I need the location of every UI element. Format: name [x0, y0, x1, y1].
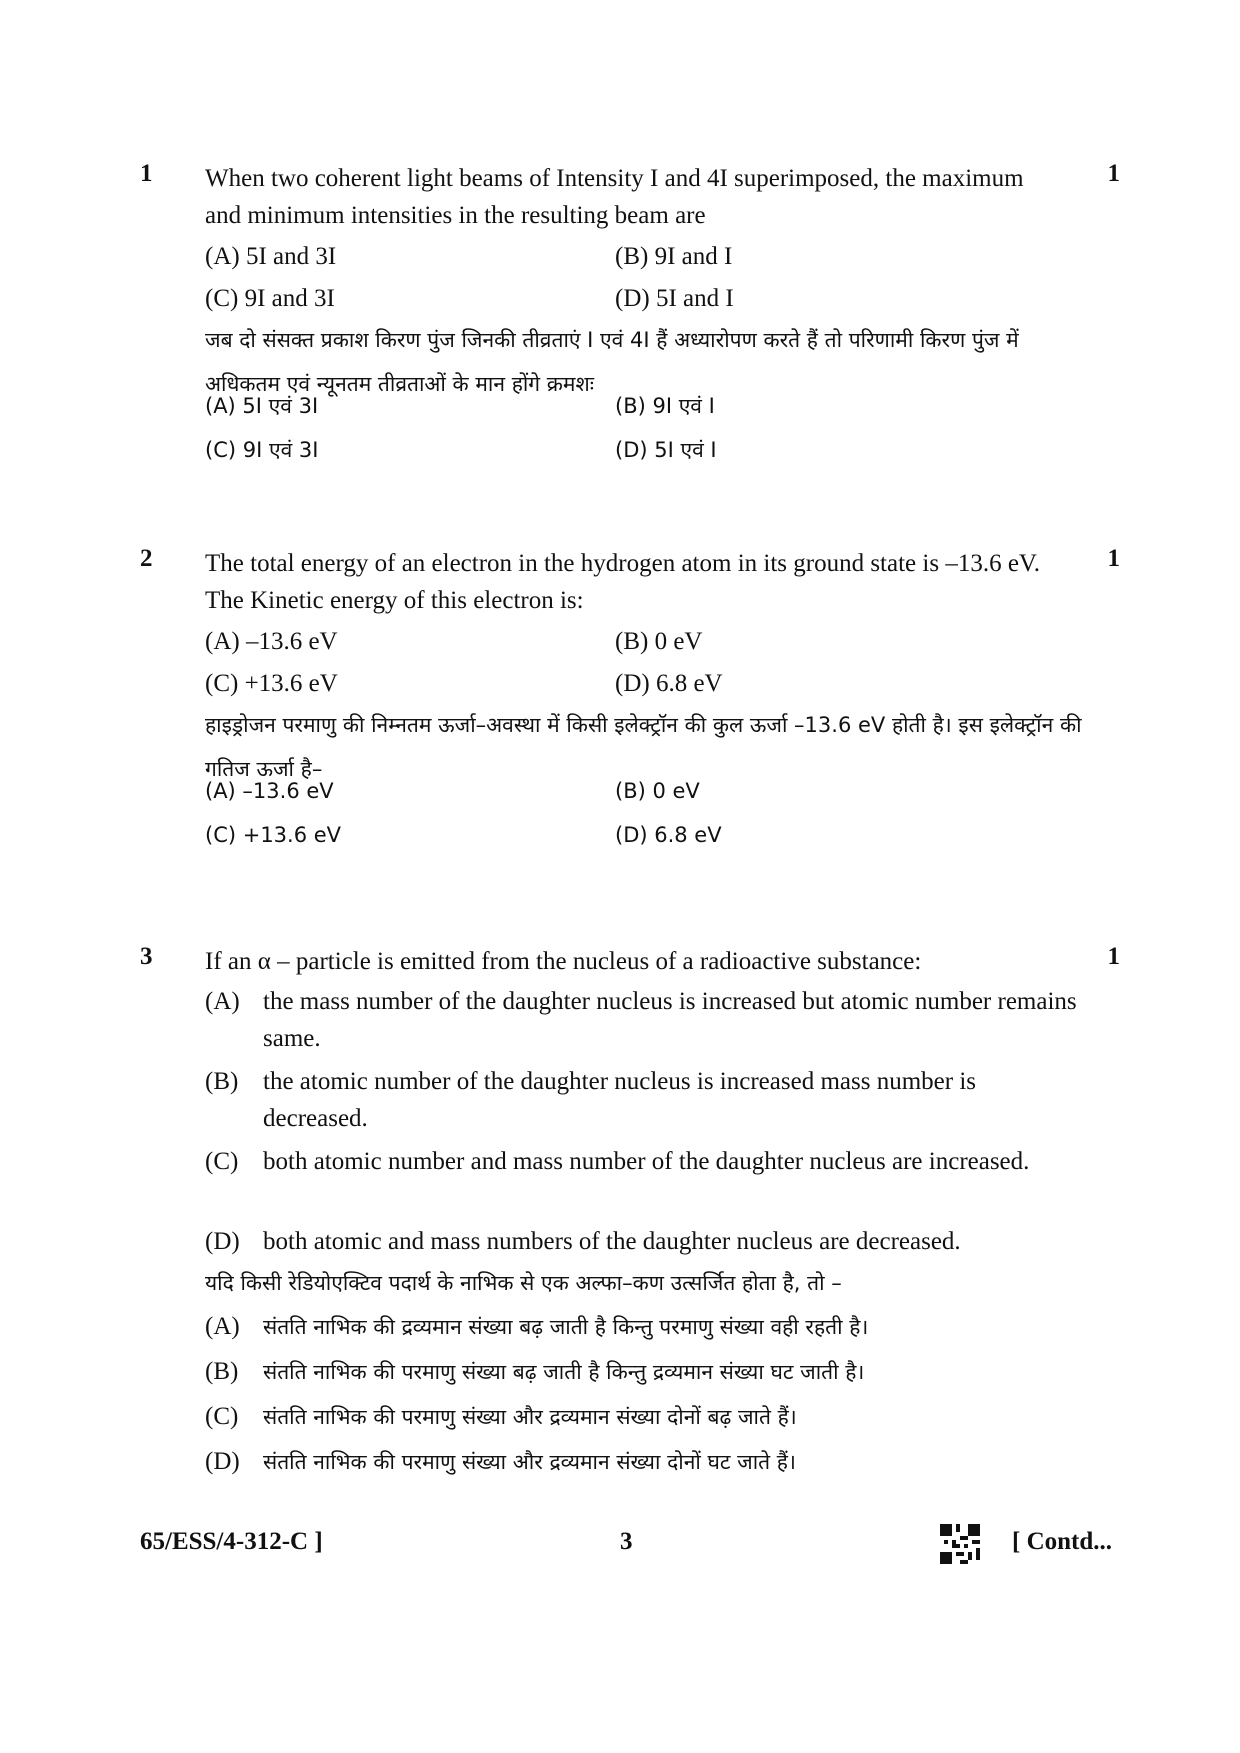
question-text-en: The total energy of an electron in the hydrogen atom in its ground state is –13.6 eV. The Kinetic energy of this electron is:	[205, 550, 1040, 614]
option-c-hi	[205, 1397, 1085, 1437]
option-b-hi: (B) 0 eV	[615, 779, 700, 803]
option-label: (A)	[205, 1313, 240, 1340]
option-label: (D)	[205, 1228, 240, 1255]
option-label: (C)	[205, 1403, 239, 1430]
option-d-en	[205, 1223, 1085, 1260]
option-label: (B)	[205, 1068, 239, 1095]
question-3	[140, 943, 1120, 1498]
option-text: both atomic and mass numbers of the daughter nucleus are decreased.	[263, 1228, 961, 1255]
question-text-en: If an α – particle is emitted from the nucleus of a radioactive substance:	[205, 948, 922, 975]
option-a-hi	[205, 1307, 1085, 1347]
question-text-en: When two coherent light beams of Intensity I and 4I superimposed, the maximum and minimum intensities in the resulting beam are	[205, 165, 1024, 229]
option-d-en: (D) 5I and I	[615, 285, 734, 312]
option-b-hi: (B) 9I एवं I	[615, 394, 715, 418]
option-label: (C)	[205, 1148, 239, 1175]
qr-code-icon	[940, 1524, 980, 1564]
option-c-en: (C) 9I and 3I	[205, 285, 335, 312]
paper-code: 65/ESS/4-312-C ]	[140, 1528, 323, 1555]
question-marks: 1	[1107, 943, 1120, 970]
question-text-hi: हाइड्रोजन परमाणु की निम्नतम ऊर्जा–अवस्था में किसी इलेक्ट्रॉन की कुल ऊर्जा –13.6 eV होती है। इस इलेक्ट्रॉन की गतिज ऊर्जा है–	[205, 713, 1082, 781]
continued-label: [ Contd...	[1012, 1528, 1113, 1555]
option-d-hi	[205, 1442, 1085, 1482]
question-number: 3	[140, 943, 153, 970]
option-d-en: (D) 6.8 eV	[615, 670, 723, 697]
option-b-hi	[205, 1352, 1085, 1392]
option-c-en	[205, 1143, 1085, 1180]
option-b-en: (B) 9I and I	[615, 243, 733, 270]
option-b-en	[205, 1063, 1085, 1137]
page-number: 3	[620, 1528, 633, 1555]
option-a-hi: (A) –13.6 eV	[205, 779, 334, 803]
option-text: both atomic number and mass number of the daughter nucleus are increased.	[263, 1148, 1030, 1175]
option-a-en: (A) 5I and 3I	[205, 243, 337, 270]
option-text: संतति नाभिक की परमाणु संख्या और द्रव्यमान संख्या दोनों घट जाते हैं।	[263, 1450, 796, 1474]
option-label: (A)	[205, 988, 240, 1015]
option-text: the mass number of the daughter nucleus is increased but atomic number remains same.	[263, 988, 1077, 1052]
option-text: संतति नाभिक की द्रव्यमान संख्या बढ़ जाती है किन्तु परमाणु संख्या वही रहती है।	[263, 1315, 869, 1339]
question-number: 1	[140, 160, 153, 187]
option-a-en: (A) –13.6 eV	[205, 628, 338, 655]
option-b-en: (B) 0 eV	[615, 628, 703, 655]
option-c-en: (C) +13.6 eV	[205, 670, 338, 697]
option-label: (D)	[205, 1448, 240, 1475]
question-number: 2	[140, 545, 153, 572]
option-label: (B)	[205, 1358, 239, 1385]
question-text-hi: यदि किसी रेडियोएक्टिव पदार्थ के नाभिक से एक अल्फा–कण उत्सर्जित होता है, तो –	[205, 1271, 842, 1295]
option-text: संतति नाभिक की परमाणु संख्या बढ़ जाती है किन्तु द्रव्यमान संख्या घट जाती है।	[263, 1360, 865, 1384]
option-a-hi: (A) 5I एवं 3I	[205, 394, 319, 418]
option-c-hi: (C) +13.6 eV	[205, 823, 342, 847]
question-marks: 1	[1107, 160, 1120, 187]
question-marks: 1	[1107, 545, 1120, 572]
question-2	[140, 545, 1120, 885]
option-d-hi: (D) 5I एवं I	[615, 438, 717, 462]
question-text-hi: जब दो संसक्त प्रकाश किरण पुंज जिनकी तीव्रताएं I एवं 4I हैं अध्यारोपण करते हैं तो परिणामी किरण पुंज में अधिकतम एवं न्यूनतम तीव्रताओं के मान होंगे क्रमशः	[205, 328, 1019, 396]
option-d-hi: (D) 6.8 eV	[615, 823, 722, 847]
option-a-en	[205, 983, 1085, 1057]
option-c-hi: (C) 9I एवं 3I	[205, 438, 319, 462]
option-text: संतति नाभिक की परमाणु संख्या और द्रव्यमान संख्या दोनों बढ़ जाते हैं।	[263, 1405, 797, 1429]
option-text: the atomic number of the daughter nucleus is increased mass number is decreased.	[263, 1068, 976, 1132]
question-1	[140, 160, 1120, 500]
